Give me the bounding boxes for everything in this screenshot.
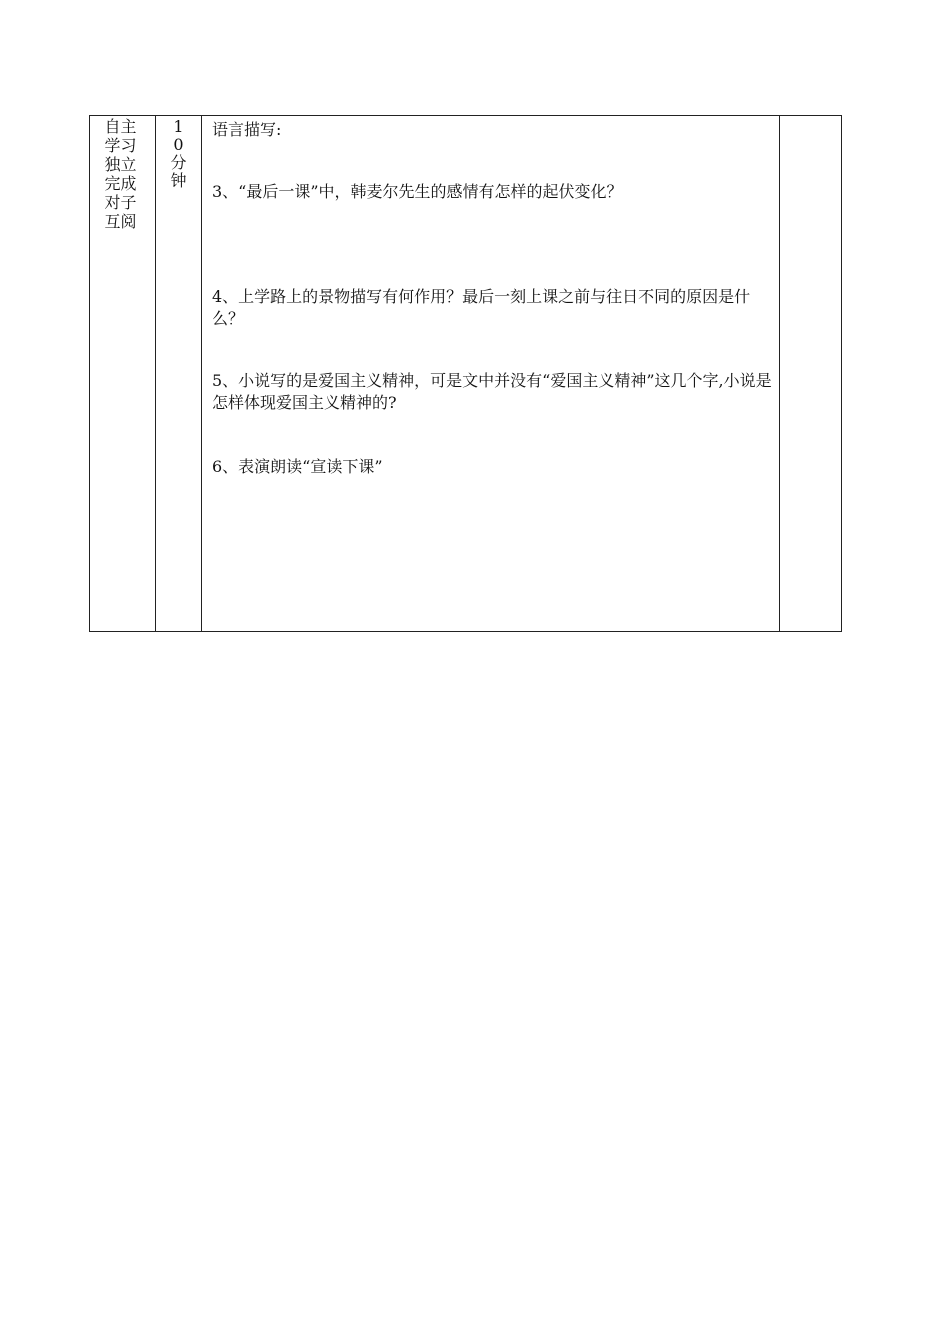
activity-cell	[90, 116, 156, 632]
question-3: 3、“最后一课”中，韩麦尔先生的感情有怎样的起伏变化？	[212, 182, 623, 201]
question-4: 4、上学路上的景物描写有何作用？最后一刻上课之前与往日不同的原因是什么？	[212, 287, 751, 328]
time-label: 10分钟	[170, 117, 187, 190]
item-language-description: 语言描写:	[212, 120, 282, 139]
table-row	[90, 116, 842, 632]
content-cell	[202, 116, 780, 632]
question-6: 6、表演朗读“宣读下课”	[212, 457, 383, 476]
activity-label: 自主学习独立完成对子互阅	[104, 117, 137, 231]
notes-cell	[780, 116, 842, 632]
question-5: 5、小说写的是爱国主义精神，可是文中并没有“爱国主义精神”这几个字,小说是怎样体现爱国主义精神的?	[212, 371, 772, 412]
time-cell	[156, 116, 202, 632]
lesson-plan-table	[89, 115, 842, 632]
